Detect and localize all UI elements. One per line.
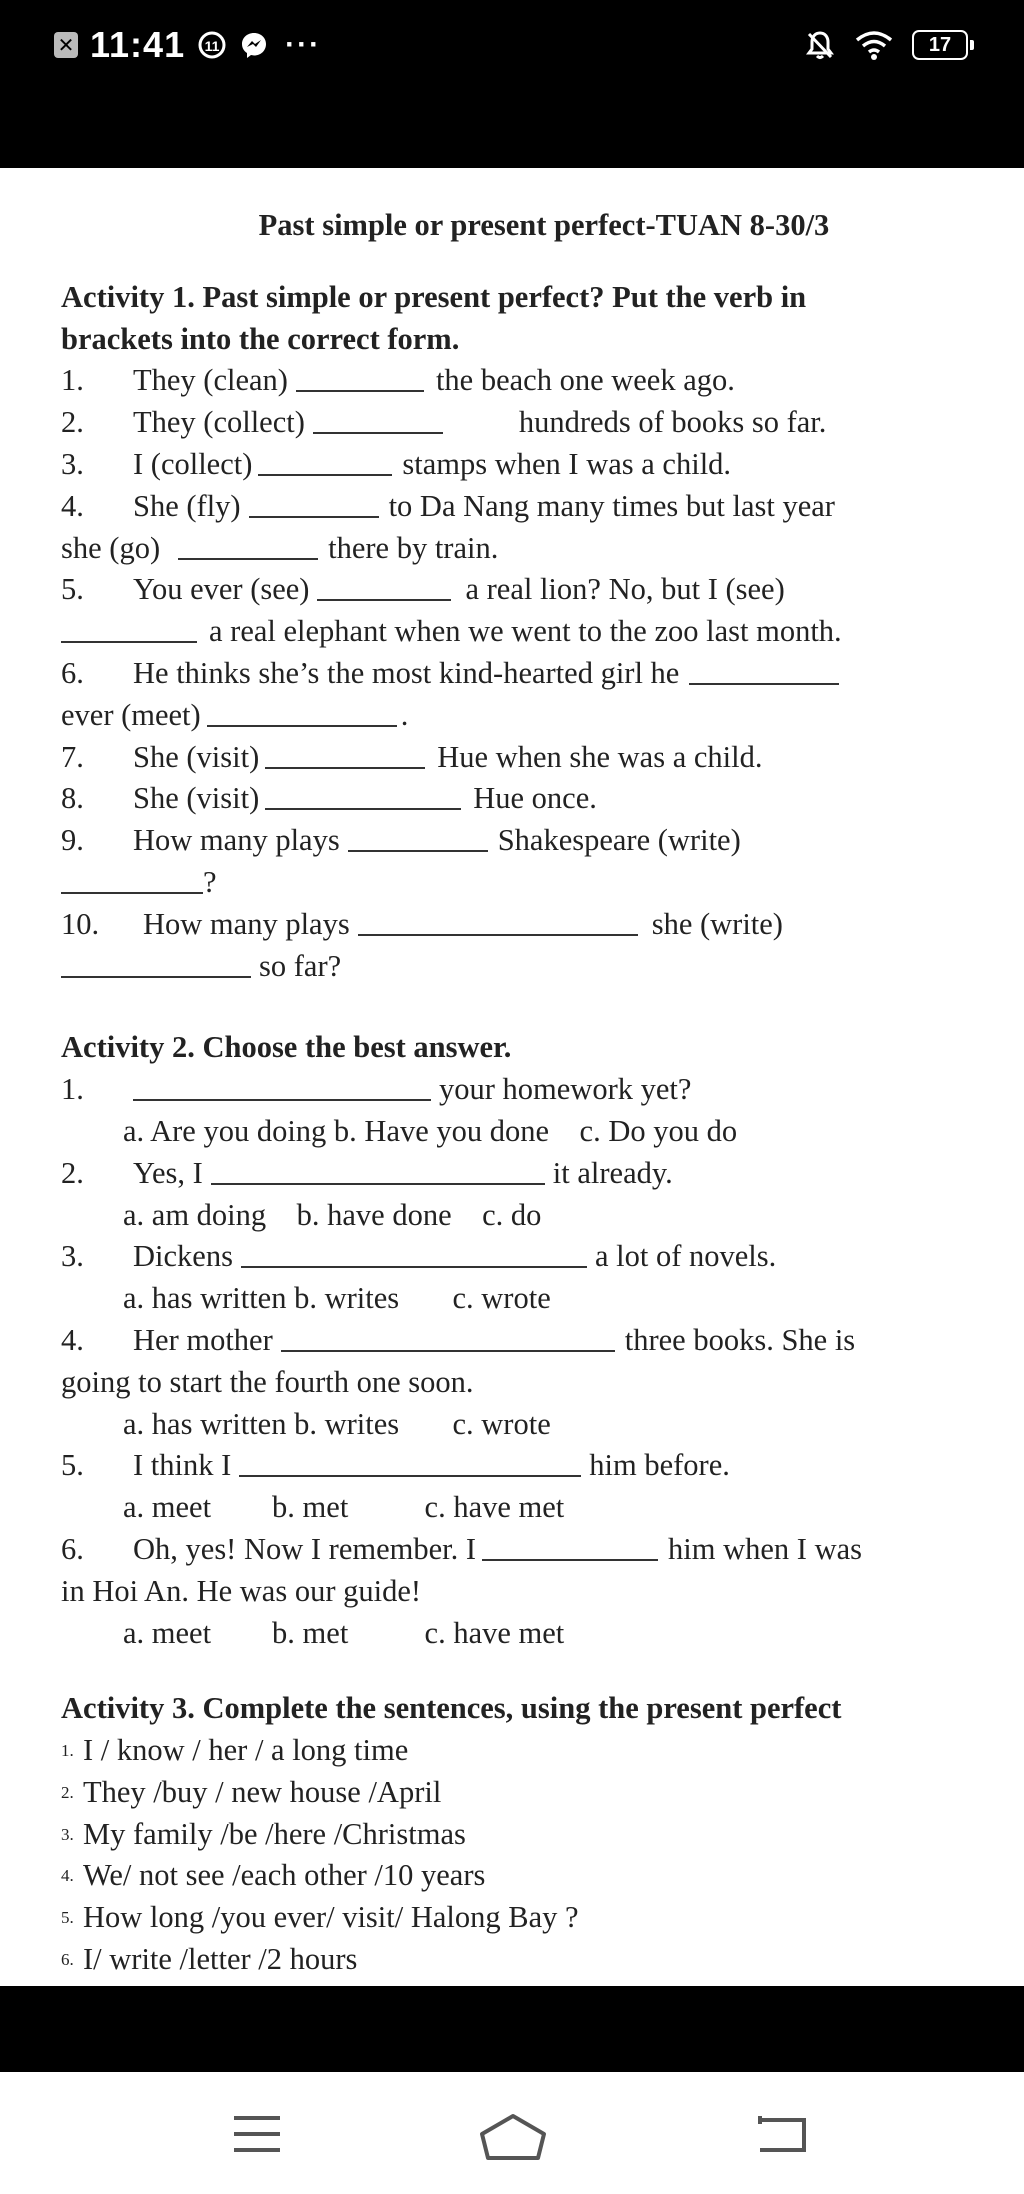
status-bar bbox=[0, 0, 1024, 168]
list-item-cont: she (go) there by train. bbox=[61, 528, 967, 570]
answer-blank[interactable] bbox=[249, 486, 379, 518]
list-item: 7. She (visit) Hue when she was a child. bbox=[61, 737, 967, 779]
list-item-cont: so far? bbox=[61, 946, 967, 988]
list-item-cont: ? bbox=[61, 862, 967, 904]
notification-badge-icon bbox=[197, 30, 227, 60]
question-item: 3. Dickens a lot of novels. bbox=[61, 1236, 967, 1278]
worksheet-document bbox=[61, 205, 967, 1981]
list-item-cont: a real elephant when we went to the zoo last month. bbox=[61, 611, 967, 653]
question-item-cont: going to start the fourth one soon. bbox=[61, 1364, 474, 1399]
answer-blank[interactable] bbox=[241, 1236, 587, 1268]
black-bar bbox=[0, 1986, 1024, 2072]
answer-blank[interactable] bbox=[133, 1069, 431, 1101]
answer-blank[interactable] bbox=[281, 1320, 615, 1352]
list-item: 5. How long /you ever/ visit/ Halong Bay ? bbox=[61, 1900, 579, 1935]
list-item: 6. He thinks she’s the most kind-hearted girl he bbox=[61, 653, 967, 695]
answer-blank[interactable] bbox=[296, 360, 424, 392]
answer-blank[interactable] bbox=[239, 1445, 581, 1477]
activity1-heading: Activity 1. Past simple or present perfect? Put the verb in brackets into the correct form. bbox=[61, 279, 807, 356]
answer-options: a. meet b. met c. have met bbox=[123, 1490, 565, 1525]
answer-blank[interactable] bbox=[207, 695, 397, 727]
list-item: 9. How many plays Shakespeare (write) bbox=[61, 820, 967, 862]
list-item: 8. She (visit) Hue once. bbox=[61, 778, 967, 820]
list-item: 1. They (clean) the beach one week ago. bbox=[61, 360, 967, 402]
more-notifications-icon: ··· bbox=[285, 28, 322, 61]
back-icon[interactable] bbox=[756, 2112, 808, 2161]
answer-blank[interactable] bbox=[211, 1153, 545, 1185]
status-time: 11:41 bbox=[90, 24, 186, 65]
answer-blank[interactable] bbox=[482, 1529, 658, 1561]
list-item: 10. How many plays she (write) bbox=[61, 904, 967, 946]
list-item: 3. I (collect) stamps when I was a child. bbox=[61, 444, 967, 486]
answer-blank[interactable] bbox=[61, 611, 197, 643]
answer-blank[interactable] bbox=[61, 862, 203, 894]
answer-blank[interactable] bbox=[358, 904, 638, 936]
navigation-bar bbox=[0, 2072, 1024, 2194]
page-title: Past simple or present perfect-TUAN 8-30/3 bbox=[258, 208, 830, 242]
list-item-cont: ever (meet) . bbox=[61, 695, 967, 737]
battery-icon: 17 bbox=[912, 30, 968, 60]
question-item: 5. I think I him before. bbox=[61, 1445, 967, 1487]
question-item: 6. Oh, yes! Now I remember. I him when I was bbox=[61, 1529, 967, 1571]
question-item-cont: in Hoi An. He was our guide! bbox=[61, 1573, 422, 1608]
question-item: 4. Her mother three books. She is bbox=[61, 1320, 967, 1362]
answer-options: a. has written b. writes c. wrote bbox=[123, 1406, 551, 1441]
home-icon[interactable] bbox=[478, 2112, 548, 2167]
svg-text:11: 11 bbox=[204, 38, 220, 54]
answer-blank[interactable] bbox=[348, 820, 488, 852]
notification-close-icon: ✕ bbox=[54, 32, 78, 58]
activity2-heading: Activity 2. Choose the best answer. bbox=[61, 1030, 512, 1065]
answer-options: a. Are you doing b. Have you done c. Do you do bbox=[123, 1113, 738, 1148]
answer-blank[interactable] bbox=[265, 737, 425, 769]
list-item: 1. I / know / her / a long time bbox=[61, 1733, 409, 1768]
answer-blank[interactable] bbox=[689, 653, 839, 685]
mute-icon bbox=[804, 29, 836, 61]
answer-options: a. has written b. writes c. wrote bbox=[123, 1281, 551, 1316]
list-item: 3. My family /be /here /Christmas bbox=[61, 1816, 466, 1851]
answer-options: a. meet b. met c. have met bbox=[123, 1615, 565, 1650]
list-item: 2. They (collect) hundreds of books so far. bbox=[61, 402, 967, 444]
answer-blank[interactable] bbox=[313, 402, 443, 434]
question-item: 1. your homework yet? bbox=[61, 1069, 967, 1111]
answer-options: a. am doing b. have done c. do bbox=[123, 1197, 542, 1232]
list-item: 2. They /buy / new house /April bbox=[61, 1774, 442, 1809]
list-item: 4. She (fly) to Da Nang many times but last year bbox=[61, 486, 967, 528]
answer-blank[interactable] bbox=[178, 528, 318, 560]
answer-blank[interactable] bbox=[265, 778, 461, 810]
list-item: 4. We/ not see /each other /10 years bbox=[61, 1858, 486, 1893]
wifi-icon bbox=[854, 29, 894, 61]
messenger-icon bbox=[239, 30, 269, 60]
answer-blank[interactable] bbox=[317, 569, 451, 601]
list-item: 6. I/ write /letter /2 hours bbox=[61, 1942, 358, 1977]
answer-blank[interactable] bbox=[61, 946, 251, 978]
answer-blank[interactable] bbox=[258, 444, 392, 476]
question-item: 2. Yes, I it already. bbox=[61, 1153, 967, 1195]
activity3-heading: Activity 3. Complete the sentences, using the present perfect bbox=[61, 1691, 842, 1726]
list-item: 5. You ever (see) a real lion? No, but I (see) bbox=[61, 569, 967, 611]
menu-icon[interactable] bbox=[232, 2112, 282, 2161]
